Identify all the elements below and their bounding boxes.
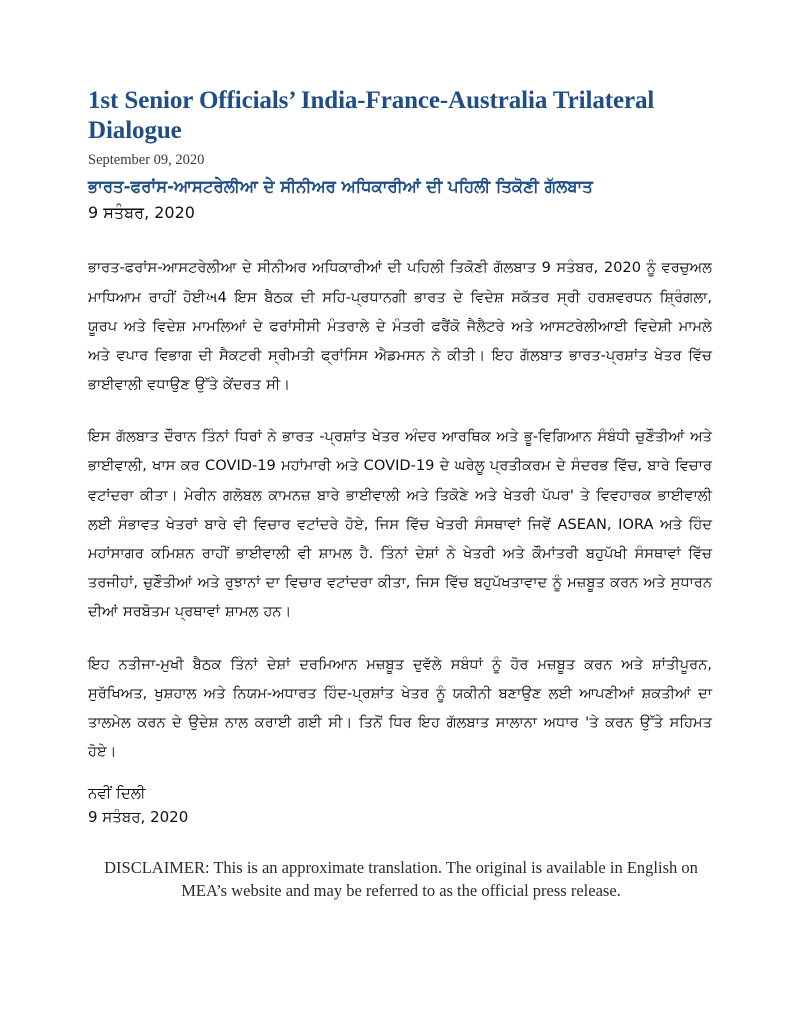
disclaimer-note: DISCLAIMER: This is an approximate translation. The original is available in English on MEA’s website and may be referred to as the official press release. (104, 858, 698, 901)
punjabi-title: ਭਾਰਤ-ਫਰਾਂਸ-ਆਸਟਰੇਲੀਆ ਦੇ ਸੀਨੀਅਰ ਅਧਿਕਾਰੀਆਂ ਦੀ ਪਹਿਲੀ ਤਿਕੋਣੀ ਗੱਲਬਾਤ (88, 177, 593, 197)
english-publication-date: September 09, 2020 (88, 152, 205, 168)
page-title: 1st Senior Officials’ India-France-Australia Trilateral Dialogue (88, 87, 655, 144)
punjabi-publication-date: 9 ਸਤੰਬਰ, 2020 (88, 202, 195, 222)
signature-place: ਨਵੀਂ ਦਿਲੀ (88, 784, 146, 803)
document-content (88, 86, 712, 829)
body-paragraph: ਇਸ ਗੱਲਬਾਤ ਦੌਰਾਨ ਤਿੰਨਾਂ ਧਿਰਾਂ ਨੇ ਭਾਰਤ -ਪ੍ਰਸ਼ਾਂਤ ਖੇਤਰ ਅੰਦਰ ਆਰਥਿਕ ਅਤੇ ਭੂ-ਵਿਗਿਆਨ ਸੰਬੰਧੀ ਚੁਣੌਤੀਆਂ ਅਤੇ ਭਾਈਵਾਲੀ, ਖਾਸ ਕਰ COVID-19 ਮਹਾਂਮਾਰੀ ਅਤੇ COVID-19 ਦੇ ਘਰੇਲੂ ਪ੍ਰਤੀਕਰਮ ਦੇ ਸੰਦਰਭ ਵਿੱਚ, ਬਾਰੇ ਵਿਚਾਰ ਵਟਾਂਦਰਾ ਕੀਤਾ। ਮੇਰੀਨ ਗਲੋਬਲ ਕਾਮਨਜ਼ ਬਾਰੇ ਭਾਈਵਾਲੀ ਅਤੇ ਤਿਕੋਣੇ ਅਤੇ ਖੇਤਰੀ ਪੱਪਰ' ਤੇ ਵਿਵਹਾਰਕ ਭਾਈਵਾਲੀ ਲਈ ਸੰਭਾਵਤ ਖੇਤਰਾਂ ਬਾਰੇ ਵੀ ਵਿਚਾਰ ਵਟਾਂਦਰੇ ਹੋਏ, ਜਿਸ ਵਿੱਚ ਖੇਤਰੀ ਸੰਸਥਾਵਾਂ ਜਿਵੇਂ ASEAN, IORA ਅਤੇ ਹਿੰਦ ਮਹਾਂਸਾਗਰ ਕਮਿਸ਼ਨ ਰਾਹੀਂ ਭਾਈਵਾਲੀ ਵੀ ਸ਼ਾਮਲ ਹੈ. ਤਿੰਨਾਂ ਦੇਸ਼ਾਂ ਨੇ ਖੇਤਰੀ ਅਤੇ ਕੌਮਾਂਤਰੀ ਬਹੁਪੱਖੀ ਸੰਸਥਾਵਾਂ ਵਿੱਚ ਤਰਜੀਹਾਂ, ਚੁਣੌਤੀਆਂ ਅਤੇ ਰੁਝਾਨਾਂ ਦਾ ਵਿਚਾਰ ਵਟਾਂਦਰਾ ਕੀਤਾ, ਜਿਸ ਵਿੱਚ ਬਹੁਪੱਖਤਾਵਾਦ ਨੂੰ ਮਜ਼ਬੂਤ ਕਰਨ ਅਤੇ ਸੁਧਾਰਨ ਦੀਆਂ ਸਰਬੋਤਮ ਪ੍ਰਥਾਵਾਂ ਸ਼ਾਮਲ ਹਨ। (88, 428, 712, 621)
body-paragraph: ਭਾਰਤ-ਫਰਾਂਸ-ਆਸਟਰੇਲੀਆ ਦੇ ਸੀਨੀਅਰ ਅਧਿਕਾਰੀਆਂ ਦੀ ਪਹਿਲੀ ਤਿਕੋਣੀ ਗੱਲਬਾਤ 9 ਸਤੰਬਰ, 2020 ਨੂੰ ਵਰਚੁਅਲ ਮਾਧਿਆਮ ਰਾਹੀਂ ਹੋਈખ4 ਇਸ ਬੈਠਕ ਦੀ ਸਹਿ-ਪ੍ਰਧਾਨਗੀ ਭਾਰਤ ਦੇ ਵਿਦੇਸ਼ ਸਕੱਤਰ ਸ੍ਰੀ ਹਰਸ਼ਵਰਧਨ ਸ਼੍ਰਿੰਗਲਾ, ਯੂਰਪ ਅਤੇ ਵਿਦੇਸ਼ ਮਾਮਲਿਆਂ ਦੇ ਫਰਾਂਸੀਸੀ ਮੰਤਰਾਲੇ ਦੇ ਮੰਤਰੀ ਫਰੈਂਕੋ ਜੈਲੈਟਰੇ ਅਤੇ ਆਸਟਰੇਲੀਆਈ ਵਿਦੇਸ਼ੀ ਮਾਮਲੇ ਅਤੇ ਵਪਾਰ ਵਿਭਾਗ ਦੀ ਸੈਕਟਰੀ ਸ੍ਰੀਮਤੀ ਫ੍ਰਾਂਸਿਸ ਐਡਮਸਨ ਨੇ ਕੀਤੀ। ਇਹ ਗੱਲਬਾਤ ਭਾਰਤ-ਪ੍ਰਸ਼ਾਂਤ ਖੇਤਰ ਵਿੱਚ ਭਾਈਵਾਲੀ ਵਧਾਉਣ ਉੱਤੇ ਕੇਂਦਰਤ ਸੀ। (88, 259, 712, 394)
body-paragraph: ਇਹ ਨਤੀਜਾ-ਮੁਖੀ ਬੈਠਕ ਤਿੰਨਾਂ ਦੇਸ਼ਾਂ ਦਰਮਿਆਨ ਮਜ਼ਬੂਤ ਦੁਵੱਲੇ ਸਬੰਧਾਂ ਨੂੰ ਹੋਰ ਮਜ਼ਬੂਤ ਕਰਨ ਅਤੇ ਸ਼ਾਂਤੀਪੂਰਨ, ਸੁਰੱਖਿਅਤ, ਖੁਸ਼ਹਾਲ ਅਤੇ ਨਿਯਮ-ਅਧਾਰਤ ਹਿੰਦ-ਪ੍ਰਸ਼ਾਂਤ ਖੇਤਰ ਨੂੰ ਯਕੀਨੀ ਬਣਾਉਣ ਲਈ ਆਪਣੀਆਂ ਸ਼ਕਤੀਆਂ ਦਾ ਤਾਲਮੇਲ ਕਰਨ ਦੇ ਉਦੇਸ਼ ਨਾਲ ਕਰਾਈ ਗਈ ਸੀ। ਤਿਨੋਂ ਧਿਰ ਇਹ ਗੱਲਬਾਤ ਸਾਲਾਨਾ ਅਧਾਰ 'ਤੇ ਕਰਨ ਉੱਤੇ ਸਹਿਮਤ ਹੋਏ। (88, 655, 712, 761)
document-body (88, 253, 712, 766)
signature-block (88, 782, 712, 829)
signature-date: 9 ਸਤੰਬਰ, 2020 (88, 807, 189, 826)
